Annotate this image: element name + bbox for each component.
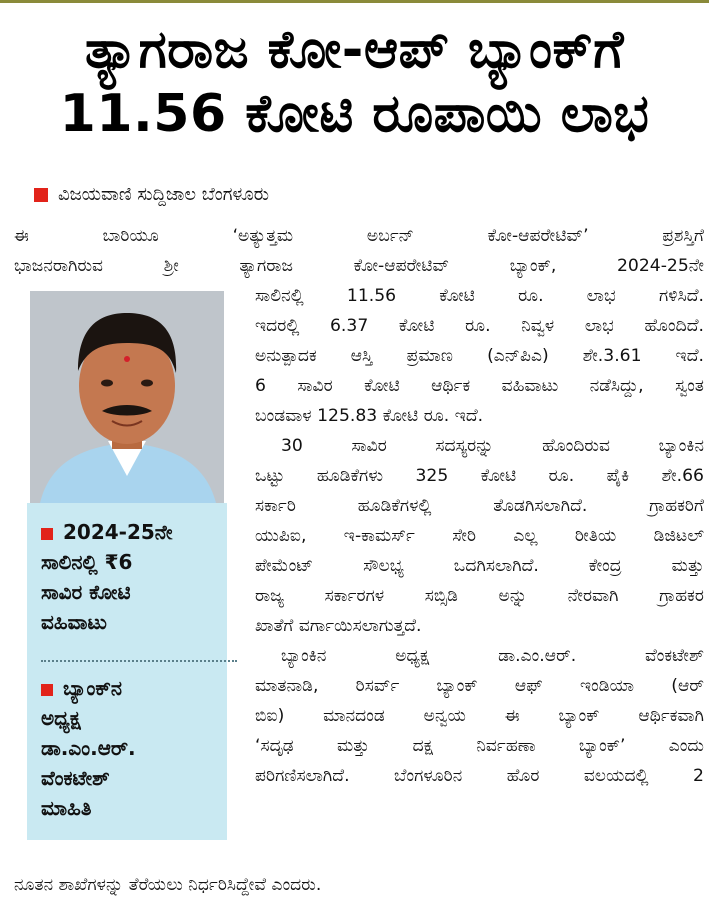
highlight-line: ಡಾ.ಎಂ.ಆರ್. xyxy=(41,736,136,760)
headline xyxy=(0,18,709,146)
article-line: ‘ಸದೃಢ ಮತ್ತು ದಕ್ಷ ನಿರ್ವಹಣಾ ಬ್ಯಾಂಕ್’ ಎಂದು xyxy=(255,736,704,756)
highlight-line: ವಹಿವಾಟು xyxy=(41,610,107,634)
dotted-divider xyxy=(41,660,237,662)
article-line: ಒಟ್ಟು ಹೂಡಿಕೆಗಳು 325 ಕೋಟಿ ರೂ. ಪೈಕಿ ಶೇ.66 xyxy=(255,466,704,486)
article-line: ಇದರಲ್ಲಿ 6.37 ಕೋಟಿ ರೂ. ನಿವ್ವಳ ಲಾಭ ಹೊಂದಿದೆ. xyxy=(255,316,704,336)
highlight-line: ಸಾವಿರ ಕೋಟಿ xyxy=(41,580,131,604)
article-line: ಮಾತನಾಡಿ, ರಿಸರ್ವ್ ಬ್ಯಾಂಕ್ ಆಫ್ ಇಂಡಿಯಾ (ಆರ್ xyxy=(255,676,704,696)
article-line: ಅನುತ್ಪಾದಕ ಆಸ್ತಿ ಪ್ರಮಾಣ (ಎನ್‌ಪಿಎ) ಶೇ.3.61 ಇದೆ. xyxy=(255,346,704,366)
article-line: ಭಾಜನರಾಗಿರುವ ಶ್ರೀ ತ್ಯಾಗರಾಜ ಕೋ-ಆಪರೇಟಿವ್ ಬ್ಯಾಂಕ್, 2024-25ನೇ xyxy=(14,256,704,276)
article-line: ಪರಿಗಣಿಸಲಾಗಿದೆ. ಬೆಂಗಳೂರಿನ ಹೊರ ವಲಯದಲ್ಲಿ 2 xyxy=(255,766,704,786)
byline-text: ವಿಜಯವಾಣಿ ಸುದ್ದಿಜಾಲ ಬೆಂಗಳೂರು xyxy=(58,184,269,205)
highlight-item-2 xyxy=(41,673,221,823)
article-line: ಖಾತೆಗೆ ವರ್ಗಾಯಿಸಲಾಗುತ್ತದೆ. xyxy=(255,616,422,636)
article-line: ಬಂಡವಾಳ 125.83 ಕೋಟಿ ರೂ. ಇದೆ. xyxy=(255,406,484,426)
article-column xyxy=(255,281,704,791)
highlight-line: ಮಾಹಿತಿ xyxy=(41,796,92,820)
article-closing xyxy=(14,870,704,900)
headline-line-1: ತ್ಯಾಗರಾಜ ಕೋ-ಆಪ್ ಬ್ಯಾಂಕ್‌ಗೆ xyxy=(85,20,624,80)
article-line: ಈ ಬಾರಿಯೂ ‘ಅತ್ಯುತ್ತಮ ಅರ್ಬನ್ ಕೋ-ಆಪರೇಟಿವ್’ ಪ್ರಶಸ್ತಿಗೆ xyxy=(14,226,704,246)
red-square-icon xyxy=(41,528,53,540)
article-line: ಪೇಮೆಂಟ್ ಸೌಲಭ್ಯ ಒದಗಿಸಲಾಗಿದೆ. ಕೇಂದ್ರ ಮತ್ತು xyxy=(255,556,704,576)
highlight-line: ವೆಂಕಟೇಶ್ xyxy=(41,766,110,790)
article-line: ರಾಜ್ಯ ಸರ್ಕಾರಗಳ ಸಬ್ಸಿಡಿ ಅನ್ನು ನೇರವಾಗಿ ಗ್ರಾಹಕರ xyxy=(255,586,704,606)
highlight-line: 2024-25ನೇ xyxy=(63,520,173,544)
article-line: ಸರ್ಕಾರಿ ಹೂಡಿಕೆಗಳಲ್ಲಿ ತೊಡಗಿಸಲಾಗಿದೆ. ಗ್ರಾಹಕರಿಗೆ xyxy=(255,496,704,516)
article-line: ನೂತನ ಶಾಖೆಗಳನ್ನು ತೆರೆಯಲು ನಿರ್ಧರಿಸಿದ್ದೇವೆ ಎಂದರು. xyxy=(14,875,322,895)
person-portrait-icon xyxy=(30,291,224,503)
highlights-box xyxy=(27,503,227,840)
byline xyxy=(34,184,269,206)
headline-line-2: 11.56 ಕೋಟಿ ರೂಪಾಯಿ ಲಾಭ xyxy=(59,84,650,144)
article-line: ಬಿಐ) ಮಾನದಂಡ ಅನ್ವಯ ಈ ಬ್ಯಾಂಕ್ ಆರ್ಥಿಕವಾಗಿ xyxy=(255,706,704,726)
highlight-line: ಸಾಲಿನಲ್ಲಿ ₹6 xyxy=(41,550,133,574)
top-rule xyxy=(0,0,709,3)
article-line: ಬ್ಯಾಂಕಿನ ಅಧ್ಯಕ್ಷ ಡಾ.ಎಂ.ಆರ್. ವೆಂಕಟೇಶ್ xyxy=(281,646,704,666)
red-square-icon xyxy=(34,188,48,202)
highlight-line: ಅಧ್ಯಕ್ಷ xyxy=(41,706,81,730)
article-line: ಯುಪಿಐ, ಇ-ಕಾಮರ್ಸ್ ಸೇರಿ ಎಲ್ಲ ರೀತಿಯ ಡಿಜಿಟಲ್ xyxy=(255,526,704,546)
article-line: 6 ಸಾವಿರ ಕೋಟಿ ಆರ್ಥಿಕ ವಹಿವಾಟು ನಡೆಸಿದ್ದು, ಸ್ವಂತ xyxy=(255,376,704,396)
red-square-icon xyxy=(41,684,53,696)
article-line: 30 ಸಾವಿರ ಸದಸ್ಯರನ್ನು ಹೊಂದಿರುವ ಬ್ಯಾಂಕಿನ xyxy=(281,436,704,456)
highlight-item-1 xyxy=(41,517,221,637)
highlight-line: ಬ್ಯಾಂಕ್‌ನ xyxy=(63,676,122,700)
article-intro xyxy=(14,221,704,281)
article-line: ಸಾಲಿನಲ್ಲಿ 11.56 ಕೋಟಿ ರೂ. ಲಾಭ ಗಳಿಸಿದೆ. xyxy=(255,286,704,306)
portrait-photo xyxy=(30,291,224,503)
